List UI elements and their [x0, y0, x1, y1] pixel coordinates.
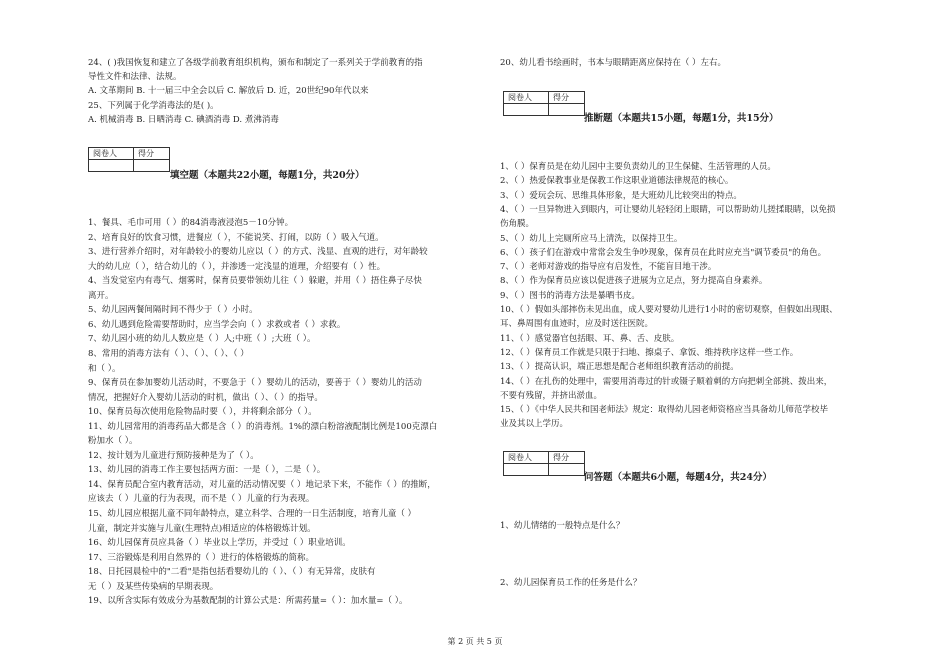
fill-line: 1、餐具、毛巾可用（ ）的84消毒液浸泡5－10分钟。 — [88, 218, 294, 228]
judge-line: 11、（ ）感觉器官包括眼、耳、鼻、舌、皮肤。 — [500, 333, 680, 344]
judge-line: 5、（ ）幼儿上完厕所应马上清洗，以保持卫生。 — [500, 233, 683, 244]
judge-line: 耳、鼻周围有血迹时，应及时送往医院。 — [500, 319, 654, 330]
judge-line: 14、（ ）在扎伤的处理中，需要用消毒过的针或镊子顺着刺的方向把刺全部挑、拨出来， — [500, 376, 833, 387]
score-box-label-score: 得分 — [549, 452, 585, 464]
score-box-label-grader: 阅卷人 — [89, 148, 134, 160]
score-box-cell-score — [549, 464, 585, 476]
fill-line: 9、保育员在参加婴幼儿活动时，不要急于（ ）婴幼儿的活动，要善于（ ）婴幼儿的活动 — [88, 378, 422, 389]
qa-question-1: 1、幼儿情绪的一般特点是什么？ — [500, 521, 625, 531]
section-title-fill: 填空题（本题共22小题，每题1分，共20分） — [170, 170, 365, 181]
score-box-label-score: 得分 — [134, 148, 170, 160]
fill-line: 5、幼儿园两餐间隔时间不得少于（ ）小时。 — [88, 305, 258, 316]
section-title-qa: 问答题（本题共6小题，每题4分，共24分） — [584, 472, 772, 483]
judge-line: 7、（ ）老师对游戏的指导应有启发性，不能盲目地干涉。 — [500, 262, 717, 273]
fill-line: 应该去（ ）儿童的行为表现，而不是（ ）儿童的行为表现。 — [88, 494, 315, 505]
fill-line: 11、幼儿园常用的消毒药品大都是含（ ）的消毒剂。1%的漂白粉溶液配制比例是100克漂白 — [88, 421, 438, 432]
fill-line: 无（ ）及某些传染病的早期表现。 — [88, 581, 219, 592]
score-box-judge — [503, 91, 585, 116]
score-box-cell-score — [549, 104, 585, 116]
fill-line: 10、保育员每次使用危险物品时要（ ），并将剩余部分（ ）。 — [88, 407, 317, 418]
fill-line: 19、以所含实际有效成分为基数配制的计算公式是：所需药量=（ ）：加水量=（ ）。 — [88, 596, 408, 607]
fill-line: 大的幼儿应（ ），结合幼儿的（ ），并渗透一定浅显的道理，介绍要有（ ）性。 — [88, 261, 386, 272]
fill-line: 3、进行营养介绍时，对年龄较小的婴幼儿应以（ ）的方式、浅显、直观的进行，对年龄较 — [88, 247, 428, 258]
question-line: A. 机械消毒 B. 日晒消毒 C. 碘酒消毒 D. 煮沸消毒 — [88, 114, 279, 125]
judge-line: 3、（ ）爱玩会玩、思维具体形象，是大班幼儿比较突出的特点。 — [500, 190, 742, 201]
judge-line: 不要有残留，并挤出淤血。 — [500, 390, 603, 401]
judge-line: 伤角膜。 — [500, 219, 535, 230]
qa-question-2: 2、幼儿园保育员工作的任务是什么？ — [500, 578, 642, 588]
judge-line: 8、（ ）作为保育员应该以促进孩子进展为立足点，努力提高自身素养。 — [500, 276, 768, 287]
question-20: 20、幼儿看书绘画时，书本与眼睛距离应保持在（ ）左右。 — [500, 58, 727, 68]
score-box-label-grader: 阅卷人 — [504, 92, 549, 104]
page-footer: 第 2 页 共 5 页 — [447, 637, 503, 646]
score-box-cell-score — [134, 160, 170, 172]
question-line: 24、( )我国恢复和建立了各级学前教育组织机构，颁布和制定了一系列关于学前教育的指 — [88, 58, 423, 68]
judge-line: 13、（ ）提高认识，端正思想是配合老师组织教育活动的前提。 — [500, 362, 739, 373]
score-box-fill — [88, 147, 170, 172]
fill-line: 16、幼儿园保育员应具备（ ）毕业以上学历，并受过（ ）职业培训。 — [88, 538, 351, 549]
score-box-cell-grader — [504, 464, 549, 476]
judge-line: 9、（ ）图书的消毒方法是暴晒书皮。 — [500, 290, 640, 301]
fill-line: 4、当发觉室内有毒气、烟雾时，保育员要带领幼儿往（ ）躲避，并用（ ）捂住鼻子尽快 — [88, 276, 422, 287]
fill-line: 和（ ）。 — [88, 363, 121, 374]
judge-line: 10、（ ）假如头部摔伤未见出血，成人要对婴幼儿进行1小时的密切观察，但假如出现眼、 — [500, 305, 838, 315]
question-line: 导性文件和法律、法规。 — [88, 72, 182, 83]
fill-line: 12、按计划为儿童进行预防接种是为了（ ）。 — [88, 450, 259, 461]
fill-line: 17、三浴锻炼是利用自然界的（ ）进行的体格锻炼的简称。 — [88, 552, 315, 563]
question-line: A. 文革期间 B. 十一届三中全会以后 C. 解放后 D. 近，20世纪90年代以来 — [88, 86, 369, 97]
score-box-label-score: 得分 — [549, 92, 585, 104]
judge-line: 2、（ ）热爱保教事业是保教工作这职业道德法律规范的核心。 — [500, 176, 734, 187]
judge-line: 6、（ ）孩子们在游戏中常常会发生争吵现象，保育员在此时应充当"调节委员"的角色。 — [500, 247, 827, 258]
section-title-judge: 推断题（本题共15小题，每题1分，共15分） — [584, 113, 779, 124]
fill-line: 15、幼儿园应根据儿童不同年龄特点，建立科学、合理的一日生活制度，培育儿童（ ） — [88, 509, 417, 519]
fill-line: 8、常用的消毒方法有（ ）、（ ）、（ ）、（ ） — [88, 348, 249, 359]
fill-line: 情况，把握好介入婴幼儿活动的时机，做出（ ）、（ ）的指导。 — [88, 392, 323, 403]
score-box-cell-grader — [89, 160, 134, 172]
judge-line: 1、（ ）保育员是在幼儿园中主要负责幼儿的卫生保健、生活管理的人员。 — [500, 162, 776, 172]
fill-line: 6、幼儿遇到危险需要帮助时，应当学会向（ ）求救或者（ ）求救。 — [88, 319, 346, 330]
fill-line: 18、日托园晨检中的"二看"是指包括看婴幼儿的（ ）、（ ）有无异常，皮肤有 — [88, 567, 376, 578]
judge-line: 15、（ ）《中华人民共和国老师法》规定：取得幼儿园老师资格应当具备幼儿师范学校毕 — [500, 405, 829, 416]
fill-line: 粉加水（ ）。 — [88, 436, 138, 447]
fill-line: 2、培育良好的饮食习惯，进餐应（ ），不能说笑、打闹，以防（ ）吸入气道。 — [88, 232, 384, 243]
fill-line: 14、保育员配合室内教育活动，对儿童的活动情况要（ ）地记录下来，不能作（ ）的推断， — [88, 479, 436, 490]
question-line: 25、下列属于化学消毒法的是( )。 — [88, 100, 219, 111]
fill-line: 离开。 — [88, 290, 114, 301]
score-box-label-grader: 阅卷人 — [504, 452, 549, 464]
score-box-cell-grader — [504, 104, 549, 116]
judge-line: 4、（ ）一旦异物进入到眼内，可让婴幼儿轻轻闭上眼睛，可以帮助幼儿搓揉眼睛，以免损 — [500, 204, 836, 215]
judge-line: 业及其以上学历。 — [500, 419, 569, 430]
fill-line: 13、幼儿园的消毒工作主要包括两方面：一是（ ），二是（ ）。 — [88, 465, 326, 476]
fill-line: 7、幼儿园小班的幼儿人数应是（ ）人;中班（ ）;大班（ ）。 — [88, 334, 316, 345]
judge-line: 12、（ ）保育员工作就是只限于扫地、擦桌子、拿饭、维持秩序这样一些工作。 — [500, 347, 799, 358]
fill-line: 儿童，制定并实施与儿童(生理特点)相适应的体格锻炼计划。 — [88, 523, 316, 534]
score-box-qa — [503, 451, 585, 476]
